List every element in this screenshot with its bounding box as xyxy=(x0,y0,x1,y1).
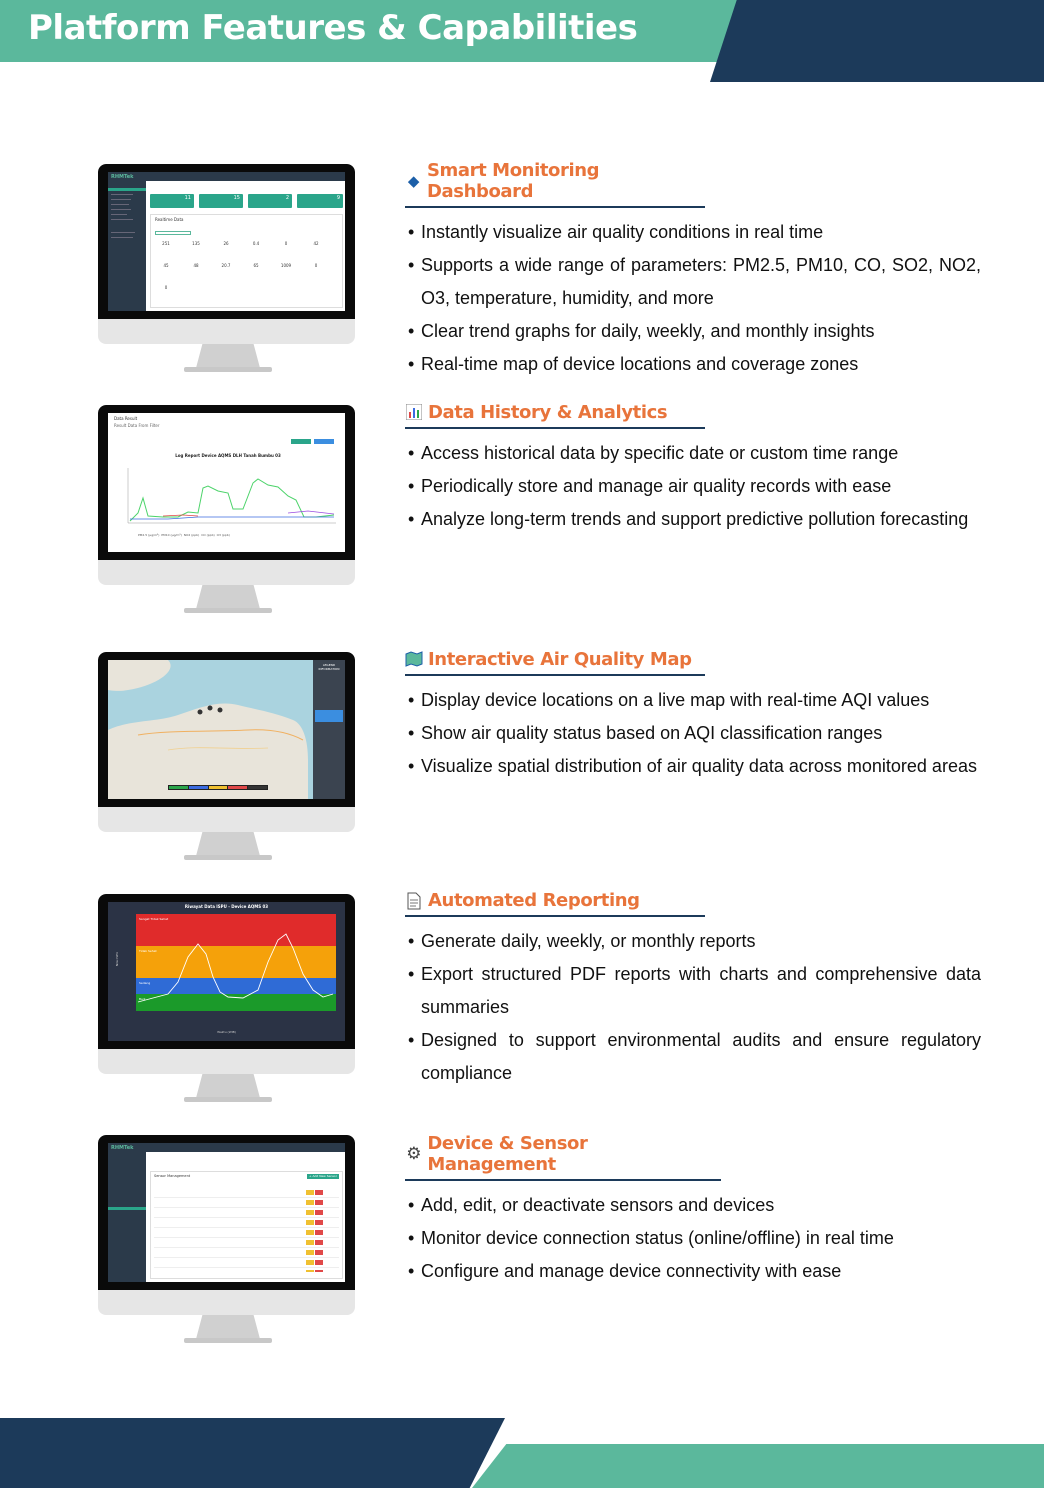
map-land xyxy=(108,660,345,799)
section-title: Interactive Air Quality Map xyxy=(428,649,692,670)
bullet-item: • Visualize spatial distribution of air quality data across monitored areas xyxy=(405,750,981,783)
add-sensor-button[interactable]: + Add New Sensor xyxy=(308,1174,337,1178)
bullet-item: • Monitor device connection status (online/offline) in real time xyxy=(405,1222,981,1255)
value-cell: 0 xyxy=(314,263,318,268)
bullet-item: • Instantly visualize air quality conditions in real time xyxy=(405,216,981,249)
header-navy-band xyxy=(710,0,1044,82)
document-icon xyxy=(405,892,423,910)
section-management xyxy=(405,1133,981,1288)
gear-icon: ⚙ xyxy=(406,1144,422,1164)
brand: RHMTek xyxy=(111,1145,134,1151)
bullet-item: • Generate daily, weekly, or monthly reports xyxy=(405,925,981,958)
monitor-report xyxy=(98,894,355,1104)
monitor-dashboard xyxy=(98,164,355,374)
value-cell: 0 xyxy=(164,285,168,290)
bullet-item: • Supports a wide range of parameters: PM2.5, PM10, CO, SO2, NO2, O3, temperature, humidity, and more xyxy=(405,249,981,315)
map-legend-title: LEGEND INFORMATION xyxy=(318,663,340,671)
dashboard-card-value: 11 xyxy=(184,195,191,201)
legend-item: NO2 (ppb) xyxy=(183,533,200,537)
report-title: Riwayat Data ISPU - Device AQMS 03 xyxy=(184,904,269,909)
footer-navy-band xyxy=(0,1418,505,1488)
management-screenshot xyxy=(108,1143,345,1282)
bullet-item: • Show air quality status based on AQI classification ranges xyxy=(405,717,981,750)
monitor-management xyxy=(98,1135,355,1345)
management-title: Sensor Management xyxy=(154,1174,191,1178)
section-title: Data History & Analytics xyxy=(428,402,668,423)
section-history xyxy=(405,402,981,536)
map-screenshot xyxy=(108,660,345,799)
band-label: Sangat Tidak Sehat xyxy=(139,917,169,921)
value-cell: 1009 xyxy=(280,263,292,268)
report-ylabel: Nilai ISPU xyxy=(115,951,120,967)
bullet-item: • Real-time map of device locations and coverage zones xyxy=(405,348,981,381)
bullet-item: • Designed to support environmental audits and ensure regulatory compliance xyxy=(405,1024,981,1090)
dashboard-sidebar: RHMTek xyxy=(108,172,146,311)
dashboard-values-panel: Realtime Data 251 135 26 0.4 0 42 45 48 20.7 65 1009 0 0 xyxy=(150,214,343,308)
band-label: Baik xyxy=(139,997,146,1001)
monitor-history xyxy=(98,405,355,615)
dashboard-screenshot xyxy=(108,172,345,311)
dashboard-card-value: 9 xyxy=(336,195,340,201)
footer-green-band xyxy=(472,1444,1044,1488)
monitor-map xyxy=(98,652,355,862)
report-chart-line xyxy=(108,902,345,1041)
section-title: Device & Sensor Management xyxy=(427,1133,588,1175)
bullet-item: • Display device locations on a live map with real-time AQI values xyxy=(405,684,981,717)
history-chart xyxy=(108,413,345,552)
section-title: Automated Reporting xyxy=(428,890,640,911)
section-dashboard xyxy=(405,160,981,381)
map-icon xyxy=(405,651,423,669)
section-reporting xyxy=(405,890,981,1090)
value-cell: 26 xyxy=(223,241,229,246)
value-cell: 65 xyxy=(253,263,259,268)
band-label: Tidak Sehat xyxy=(139,949,157,953)
band-label: Sedang xyxy=(139,981,151,985)
report-screenshot xyxy=(108,902,345,1041)
bullet-item: • Add, edit, or deactivate sensors and devices xyxy=(405,1189,981,1222)
legend-item: CO (ppb) xyxy=(201,533,215,537)
report-xlabel: Waktu (WIB) xyxy=(217,1030,236,1034)
history-subtitle: Result Data From Filter xyxy=(114,423,160,428)
history-screenshot xyxy=(108,413,345,552)
value-cell: 0 xyxy=(284,241,288,246)
section-map xyxy=(405,649,981,783)
bullet-item: • Periodically store and manage air quality records with ease xyxy=(405,470,981,503)
history-chart-title: Log Report Device AQMS DLH Tanah Bumbu 03 xyxy=(175,453,281,458)
value-cell: 251 xyxy=(162,241,170,246)
bullet-item: • Clear trend graphs for daily, weekly, and monthly insights xyxy=(405,315,981,348)
bullet-item: • Analyze long-term trends and support predictive pollution forecasting xyxy=(405,503,981,536)
value-cell: 20.7 xyxy=(221,263,231,268)
bullet-item: • Export structured PDF reports with charts and comprehensive data summaries xyxy=(405,958,981,1024)
history-title: Data Result xyxy=(114,416,138,421)
bullet-item: • Access historical data by specific date or custom time range xyxy=(405,437,981,470)
value-cell: 42 xyxy=(313,241,319,246)
legend-item: PM10 (µg/m³) xyxy=(161,533,182,537)
value-cell: 45 xyxy=(163,263,169,268)
sensor-table-panel xyxy=(150,1171,343,1279)
value-cell: 0.4 xyxy=(252,241,260,246)
bar-chart-icon xyxy=(405,404,423,422)
page-title: Platform Features & Capabilities xyxy=(28,8,638,48)
section-title: Smart Monitoring Dashboard xyxy=(426,160,600,202)
dashboard-card-value: 15 xyxy=(233,195,240,201)
value-cell: 48 xyxy=(193,263,199,268)
dashboard-card-value: 2 xyxy=(285,195,289,201)
legend-item: O3 (ppb) xyxy=(216,533,230,537)
legend-item: PM2.5 (µg/m³) xyxy=(138,533,160,537)
bullet-item: • Configure and manage device connectivity with ease xyxy=(405,1255,981,1288)
value-cell: 135 xyxy=(192,241,200,246)
map-legend-panel xyxy=(313,660,345,799)
diamond-icon: ◆ xyxy=(407,172,420,190)
